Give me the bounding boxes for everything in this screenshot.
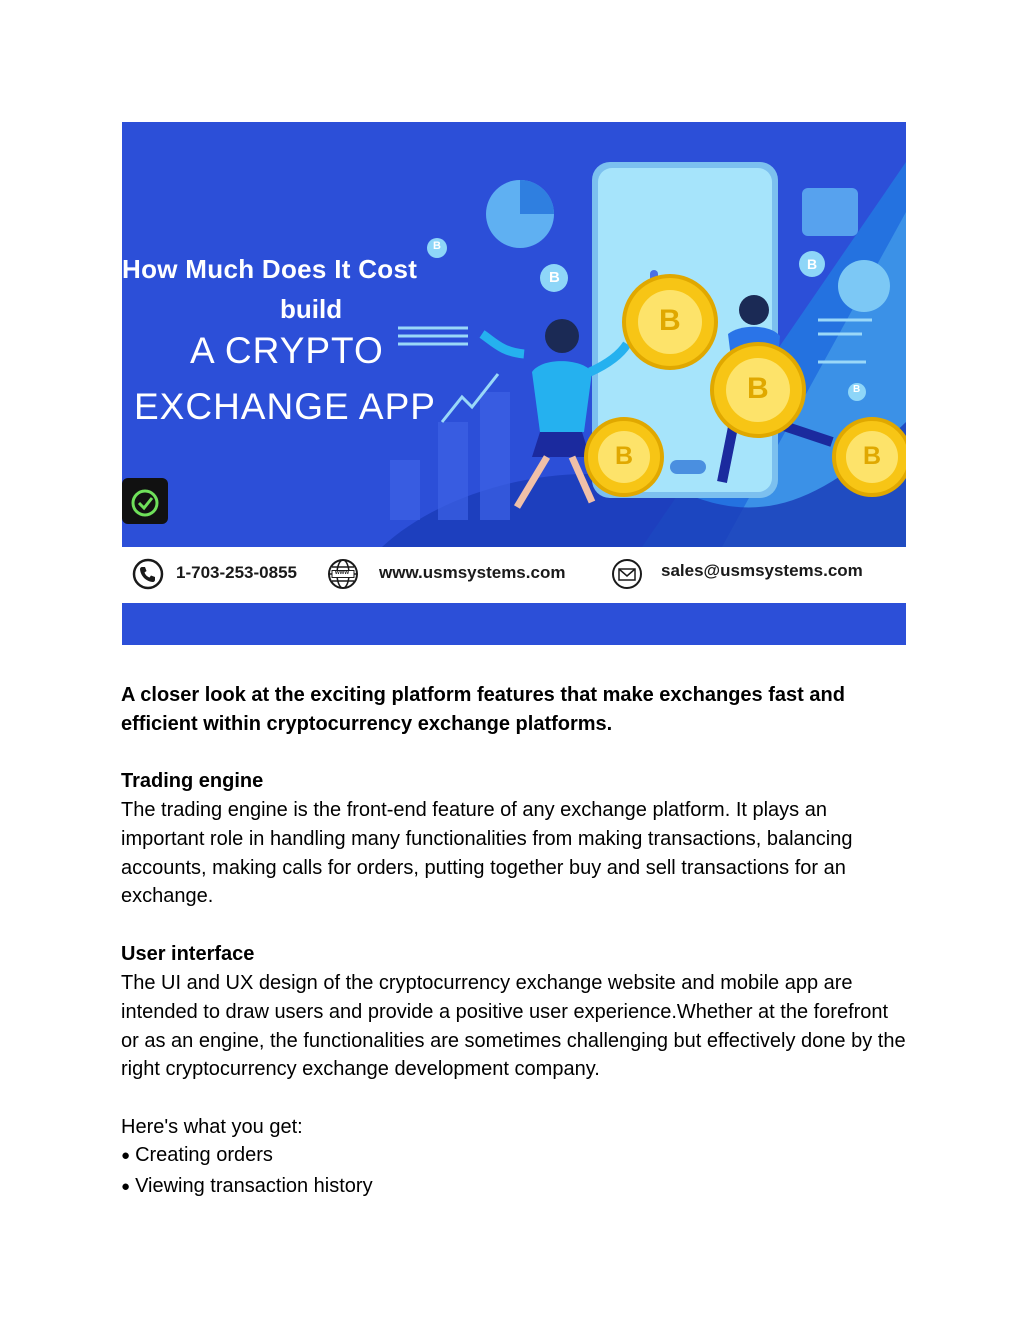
mail-icon [611,558,643,590]
coin-symbol: B [863,442,882,470]
banner-title-line1: How Much Does It Cost [122,254,418,284]
phone-icon [132,558,164,590]
banner-title-line3: A CRYPTO [190,330,384,371]
section-body-user-interface: The UI and UX design of the cryptocurrency exchange website and mobile app are intended to draw users and provide a positive user experience.Whether at the forefront or as an engine, the functionalities are sometimes challenging but effectively done by the right cryptocurrency exchange development company. [121,972,906,1081]
coin-symbol: B [549,269,560,286]
coin-symbol: B [853,384,861,395]
phone-number[interactable]: 1-703-253-0855 [176,563,297,582]
coin-symbol: B [659,304,681,337]
globe-label: www [335,570,350,576]
coin-symbol: B [433,240,441,252]
website-link[interactable]: www.usmsystems.com [379,563,566,582]
list-item: ● Viewing transaction history [121,1172,911,1203]
section-heading-trading-engine: Trading engine [121,770,264,792]
email-link[interactable]: sales@usmsystems.com [661,561,863,580]
contact-bar [122,547,906,603]
banner-title-line4: EXCHANGE APP [134,386,436,427]
section-body-trading-engine: The trading engine is the front-end feature of any exchange platform. It plays an important role in handling many functionalities from making transactions, balancing accounts, making calls for orders, putting together buy and sell transactions for an exchange. [121,799,853,908]
hero-banner [122,122,906,645]
list-intro: Here's what you get: [121,1116,303,1138]
coin-symbol: B [615,442,634,470]
intro-paragraph: A closer look at the exciting platform features that make exchanges fast and efficient within cryptocurrency exchange platforms. [121,684,845,735]
banner-footer-strip [122,603,906,645]
feature-list [121,1141,911,1203]
banner-title-line2: build [280,294,343,324]
list-item: ● Creating orders [121,1141,911,1172]
section-heading-user-interface: User interface [121,943,255,965]
coin-symbol: B [807,256,818,272]
coin-symbol: B [747,372,769,405]
